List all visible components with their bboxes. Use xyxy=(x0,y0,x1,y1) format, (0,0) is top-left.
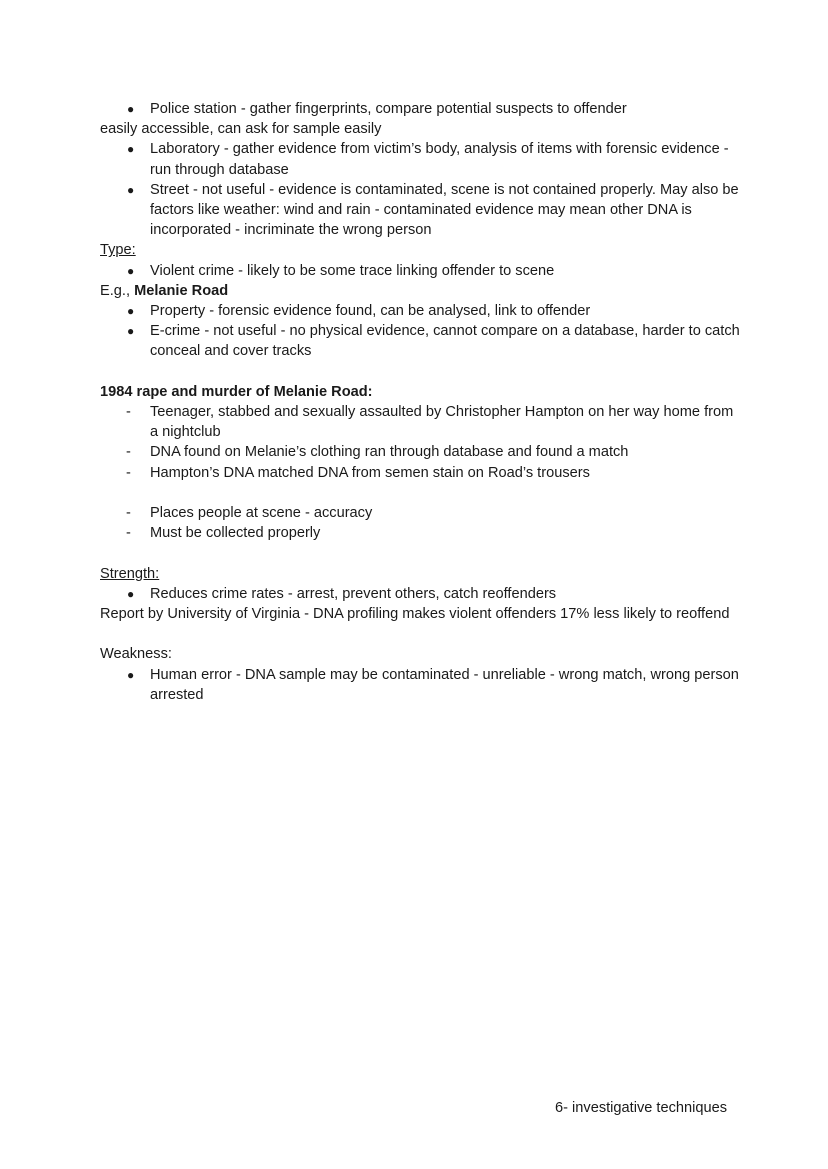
list-item: - Places people at scene - accuracy xyxy=(100,503,740,523)
list-item: ● Police station - gather fingerprints, compare potential suspects to offender xyxy=(100,99,740,119)
bullet-icon: ● xyxy=(127,263,135,278)
case-heading: 1984 rape and murder of Melanie Road: xyxy=(100,383,373,400)
list-item: - DNA found on Melanie’s clothing ran through database and found a match xyxy=(100,442,740,462)
list-item: - Hampton’s DNA matched DNA from semen stain on Road’s trousers xyxy=(100,463,740,483)
list-item: ● Laboratory - gather evidence from victim’s body, analysis of items with forensic evidence - run through database xyxy=(127,141,729,178)
page-footer: 6- investigative techniques xyxy=(555,1100,727,1116)
weakness-list xyxy=(100,665,740,705)
dash-icon: - xyxy=(126,525,131,542)
bullet-icon: ● xyxy=(127,667,135,682)
notes-page xyxy=(100,99,740,705)
location-note: easily accessible, can ask for sample easily xyxy=(100,121,382,138)
list-item: ● E-crime - not useful - no physical evidence, cannot compare on a database, harder to catch conceal and cover tracks xyxy=(127,323,740,360)
list-item: - Teenager, stabbed and sexually assaulted by Christopher Hampton on her way home from a nightclub xyxy=(126,404,734,441)
list-item: ● Human error - DNA sample may be contaminated - unreliable - wrong match, wrong person arrested xyxy=(127,666,739,703)
bullet-icon: ● xyxy=(127,586,135,601)
list-item: ● Violent crime - likely to be some trace linking offender to scene xyxy=(100,261,740,281)
location-list-2 xyxy=(100,139,740,240)
list-item: ● Reduces crime rates - arrest, prevent others, catch reoffenders xyxy=(100,584,740,604)
list-item: ● Street - not useful - evidence is contaminated, scene is not contained properly. May also be factors like weather: wind and rain - contaminated evidence may mean other DNA is incorporated - incriminate the wrong person xyxy=(127,181,739,239)
type-heading: Type: xyxy=(100,242,136,259)
location-list xyxy=(100,99,740,119)
list-item: ● Property - forensic evidence found, can be analysed, link to offender xyxy=(100,301,740,321)
weakness-heading: Weakness: xyxy=(100,646,172,663)
case-list-2 xyxy=(100,503,740,543)
dash-icon: - xyxy=(126,444,131,461)
strength-heading: Strength: xyxy=(100,565,160,582)
bullet-icon: ● xyxy=(127,102,135,116)
type-list xyxy=(100,261,740,281)
dash-icon: - xyxy=(126,404,131,421)
bullet-icon: ● xyxy=(127,324,135,339)
bullet-icon: ● xyxy=(127,142,135,157)
dash-icon: - xyxy=(126,464,131,481)
dash-icon: - xyxy=(126,505,131,522)
example-line: E.g., Melanie Road xyxy=(100,282,229,299)
strength-list xyxy=(100,584,740,604)
type-list-2 xyxy=(100,301,740,362)
bullet-icon: ● xyxy=(127,182,135,197)
bullet-icon: ● xyxy=(127,304,135,319)
strength-note: Report by University of Virginia - DNA profiling makes violent offenders 17% less likely to reoffend xyxy=(100,606,730,623)
case-list xyxy=(100,402,740,483)
list-item: - Must be collected properly xyxy=(100,523,740,543)
